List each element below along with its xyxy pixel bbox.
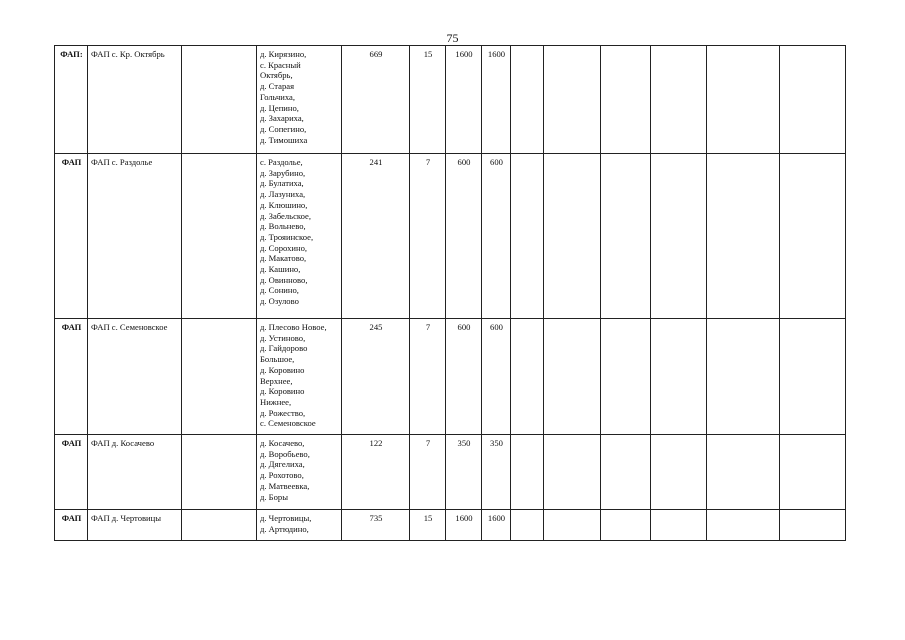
empty-cell [544,319,601,435]
facility-name: ФАП д. Чертовицы [88,510,182,541]
settlements-list: с. Раздолье, д. Зарубино, д. Булатиха, д. Лазуниха, д. Клюшино, д. Забельское, д. Вольнево, д. Трояинское, д. Сорохино, д. Макатово, д. Кашино, д. Овинново, д. Сонино, д. Озулово [257,154,342,319]
value-a: 15 [410,46,446,154]
empty-cell [780,319,846,435]
empty-cell [651,319,707,435]
empty-cell [511,435,544,510]
value-c: 1600 [482,510,511,541]
empty-cell [544,154,601,319]
empty-cell [780,46,846,154]
population-value: 735 [342,510,410,541]
value-a: 15 [410,510,446,541]
table-row [55,319,846,435]
empty-cell [651,46,707,154]
table-row [55,154,846,319]
facility-type: ФАП [55,154,88,319]
facility-name: ФАП с. Раздолье [88,154,182,319]
empty-cell [601,510,651,541]
table-row [55,46,846,154]
empty-cell [544,435,601,510]
value-b: 600 [446,154,482,319]
facility-type: ФАП [55,319,88,435]
facility-type: ФАП: [55,46,88,154]
empty-cell [651,510,707,541]
settlements-list: д. Чертовицы, д. Артюдино, [257,510,342,541]
value-a: 7 [410,435,446,510]
settlements-list: д. Кирязино, с. Красный Октябрь, д. Старая Гольчиха, д. Цепино, д. Захариха, д. Сопегино, д. Тимошиха [257,46,342,154]
empty-cell [511,46,544,154]
settlements-list: д. Плесово Новое, д. Устиново, д. Гайдорово Большое, д. Коровино Верхнее, д. Коровино Нижнее, д. Рожество, с. Семеновское [257,319,342,435]
population-value: 122 [342,435,410,510]
empty-cell [182,319,257,435]
empty-cell [601,46,651,154]
empty-cell [601,435,651,510]
population-value: 241 [342,154,410,319]
value-b: 350 [446,435,482,510]
empty-cell [511,154,544,319]
population-value: 669 [342,46,410,154]
empty-cell [511,510,544,541]
value-c: 350 [482,435,511,510]
empty-cell [707,510,780,541]
empty-cell [544,46,601,154]
population-value: 245 [342,319,410,435]
facility-name: ФАП д. Косачево [88,435,182,510]
empty-cell [707,435,780,510]
empty-cell [601,154,651,319]
facility-type: ФАП [55,510,88,541]
empty-cell [182,435,257,510]
value-c: 1600 [482,46,511,154]
empty-cell [182,510,257,541]
value-b: 600 [446,319,482,435]
empty-cell [651,154,707,319]
empty-cell [601,319,651,435]
empty-cell [707,319,780,435]
settlements-list: д. Косачево, д. Воробьево, д. Дягелиха, д. Рохотово, д. Матвеевка, д. Боры [257,435,342,510]
table-row [55,435,846,510]
facilities-table [54,45,846,541]
empty-cell [511,319,544,435]
page-number: 75 [446,31,459,45]
value-c: 600 [482,319,511,435]
facilities-rows [55,46,846,541]
empty-cell [544,510,601,541]
empty-cell [651,435,707,510]
facility-name: ФАП с. Семеновское [88,319,182,435]
value-b: 1600 [446,510,482,541]
value-c: 600 [482,154,511,319]
table-row [55,510,846,541]
facility-name: ФАП с. Кр. Октябрь [88,46,182,154]
empty-cell [780,154,846,319]
facility-type: ФАП [55,435,88,510]
value-a: 7 [410,319,446,435]
value-b: 1600 [446,46,482,154]
empty-cell [780,435,846,510]
empty-cell [707,46,780,154]
empty-cell [182,154,257,319]
empty-cell [707,154,780,319]
value-a: 7 [410,154,446,319]
empty-cell [780,510,846,541]
empty-cell [182,46,257,154]
